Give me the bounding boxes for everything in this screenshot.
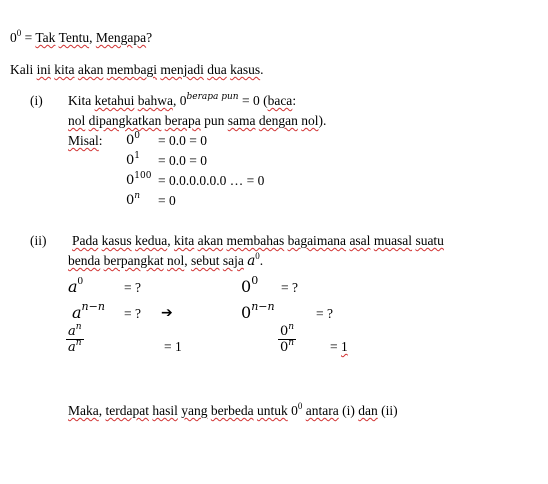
right-0-pow-0-result: = ? xyxy=(281,280,298,295)
right-fraction-denominator: 0$^n$ xyxy=(280,338,295,355)
left-a-pow-n-minus-n-result: = ? xyxy=(124,306,141,321)
case1-line1: Kita ketahui bahwa, $0^{berapa pun} = 0$ (baca: xyxy=(68,92,297,108)
example-0-pow-1: $0^1$ xyxy=(126,151,141,168)
example-0-pow-0: $0^0$ xyxy=(126,131,141,148)
example-0-pow-1-result: = 0.0 = 0 xyxy=(158,153,207,168)
right-fraction xyxy=(278,324,296,355)
left-fraction-numerator: $a^n$ xyxy=(68,322,82,339)
left-a-pow-0: $a^0$ xyxy=(68,275,84,296)
example-0-pow-0-result: = 0.0 = 0 xyxy=(158,133,207,148)
misal-label: Misal: xyxy=(68,133,103,148)
right-0-pow-0: $0^0$ xyxy=(241,274,259,296)
left-fraction-result: = 1 xyxy=(164,339,182,354)
left-fraction-denominator: $a^n$ xyxy=(68,338,82,355)
left-a-pow-0-result: = ? xyxy=(124,280,141,295)
right-fraction-result: = 1 xyxy=(330,339,348,354)
left-fraction xyxy=(66,324,84,355)
right-0-pow-n-minus-n: $0^{n-n}$ xyxy=(241,300,275,322)
page-title: $0^0$ = Tak Tentu, Mengapa? xyxy=(10,28,153,45)
example-0-pow-100-result: = 0.0.0.0.0.0 … = 0 xyxy=(158,173,265,188)
conclusion-sentence: Maka, terdapat hasil yang berbeda untuk $0^0$ antara (i) dan (ii) xyxy=(68,401,398,418)
arrow-right-icon: ➔ xyxy=(161,305,173,321)
case2-line2: benda berpangkat nol, sebut saja $a^0$. xyxy=(68,251,264,269)
right-fraction-numerator: 0$^n$ xyxy=(280,322,295,339)
intro-sentence: Kali ini kita akan membagi menjadi dua kasus. xyxy=(10,62,264,77)
left-a-pow-n-minus-n: $a^{n-n}$ xyxy=(72,300,105,322)
case2-line1: Pada kasus kedua, kita akan membahas bagaimana asal muasal suatu xyxy=(72,233,444,248)
example-0-pow-n: 0$^n$ xyxy=(126,191,141,208)
case1-label: (i) xyxy=(30,93,43,108)
example-0-pow-100: $0^{100}$ xyxy=(126,171,152,188)
right-0-pow-n-minus-n-result: = ? xyxy=(316,306,333,321)
example-0-pow-n-result: = 0 xyxy=(158,193,176,208)
case2-label: (ii) xyxy=(30,233,47,248)
case1-line2: nol dipangkatkan berapa pun sama dengan nol). xyxy=(68,113,327,128)
